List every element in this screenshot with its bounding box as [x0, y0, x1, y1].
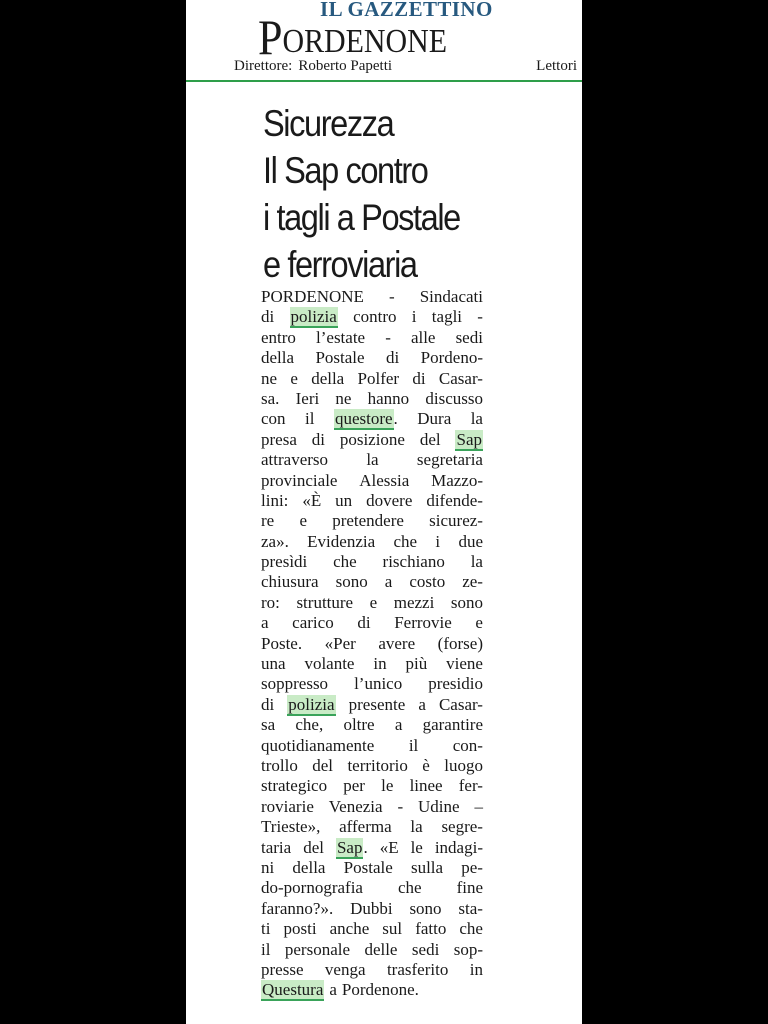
headline-line: e ferroviaria — [263, 244, 417, 285]
word: posizione — [339, 429, 405, 449]
header-divider — [186, 80, 582, 82]
word: - — [385, 327, 391, 347]
word: attraverso — [261, 450, 329, 470]
word: sicurez- — [429, 511, 483, 531]
word: sa — [261, 715, 276, 735]
director-name: Roberto Papetti — [298, 58, 393, 74]
word: presente — [348, 694, 406, 714]
word: faranno?». — [261, 898, 334, 918]
text-line — [261, 450, 483, 470]
text-line — [261, 471, 483, 491]
word: do-pornografia — [261, 878, 363, 898]
word: discusso — [425, 388, 483, 408]
word: sedi — [411, 939, 440, 959]
headline-line: i tagli a Postale — [263, 197, 460, 238]
text-line — [261, 858, 483, 878]
text-line — [261, 634, 483, 654]
word: costo — [409, 572, 446, 592]
word: mezzi — [393, 592, 435, 612]
word: del — [303, 837, 324, 857]
text-line — [261, 817, 483, 837]
word: trollo — [261, 755, 298, 775]
text-line — [261, 369, 483, 389]
word: taria — [261, 837, 292, 857]
highlighted-keyword: polizia — [290, 307, 337, 327]
word: questore. — [334, 409, 398, 429]
word: anche — [329, 919, 370, 939]
word: tagli — [431, 307, 463, 327]
director-credit — [234, 58, 392, 75]
word: a — [384, 572, 393, 592]
word: a — [329, 980, 337, 1000]
word: le — [410, 837, 423, 857]
text-line — [261, 654, 483, 674]
word: delle — [364, 939, 398, 959]
word: i — [435, 531, 441, 551]
word: che — [393, 531, 418, 551]
text-line — [261, 838, 483, 858]
word: due — [458, 531, 483, 551]
word: la — [470, 552, 483, 572]
word: afferma — [339, 817, 392, 837]
word: i — [411, 307, 417, 327]
word: con — [261, 409, 286, 429]
word: a — [418, 694, 426, 714]
word: presa — [261, 429, 297, 449]
word: PORDENONE — [261, 287, 364, 306]
word: linee — [409, 776, 443, 796]
word: a — [394, 715, 403, 735]
word: personale — [284, 939, 351, 959]
word: pe- — [461, 857, 483, 877]
word: ni — [261, 857, 275, 877]
word: «Per — [324, 633, 356, 653]
headline-line: Il Sap contro — [263, 150, 428, 191]
word: Evidenzia — [307, 531, 376, 551]
word: di — [357, 613, 371, 633]
word: in — [373, 654, 387, 674]
word: di — [311, 429, 325, 449]
word: del — [312, 755, 334, 775]
text-line — [261, 552, 483, 572]
word: - — [477, 307, 483, 327]
word: dovere — [366, 490, 413, 510]
text-line — [261, 287, 483, 307]
word: – — [474, 796, 483, 816]
word: con- — [452, 735, 483, 755]
text-line — [261, 593, 483, 613]
headline-line: Sicurezza — [263, 103, 394, 144]
word: l’estate — [316, 327, 366, 347]
newspaper-clipping — [186, 0, 582, 1024]
word: avere — [378, 633, 416, 653]
word: del — [419, 429, 441, 449]
word: della — [292, 857, 326, 877]
director-line — [234, 58, 577, 75]
word: viene — [446, 654, 483, 674]
word: l’unico — [354, 674, 403, 694]
text-line — [261, 674, 483, 694]
word: che — [333, 552, 357, 572]
word: sul — [382, 919, 403, 939]
word: per — [343, 776, 365, 796]
word: quotidianamente — [261, 735, 375, 755]
word: re — [261, 511, 275, 531]
word: una — [261, 654, 286, 674]
word: (forse) — [437, 633, 483, 653]
word: Pordeno- — [420, 348, 483, 368]
text-line — [261, 491, 483, 511]
word: sulla — [410, 857, 444, 877]
text-line — [261, 409, 483, 429]
word: «E — [379, 837, 399, 857]
text-line — [261, 572, 483, 592]
text-line — [261, 980, 483, 1000]
highlighted-keyword: questore — [334, 409, 393, 429]
article-headline — [263, 100, 474, 288]
word: Pordenone. — [341, 980, 419, 1000]
text-line — [261, 389, 483, 409]
word: volante — [304, 654, 355, 674]
word: fatto — [415, 919, 447, 939]
word: sono — [335, 572, 368, 592]
section-label: Lettori — [536, 58, 577, 74]
word: che — [397, 878, 422, 898]
word: Dura — [417, 409, 452, 429]
word: il — [408, 735, 419, 755]
text-line — [261, 430, 483, 450]
word: che, — [295, 715, 324, 735]
word: ne — [261, 368, 278, 388]
word: segre- — [441, 817, 483, 837]
highlighted-keyword: Questura — [262, 980, 324, 1000]
word: hanno — [367, 388, 410, 408]
masthead-city — [258, 9, 448, 65]
word: Dubbi — [350, 898, 393, 918]
text-line — [261, 756, 483, 776]
word: Casar- — [438, 694, 483, 714]
word: za». — [261, 531, 289, 551]
word: il — [305, 409, 315, 429]
word: e — [475, 613, 483, 633]
text-line — [261, 899, 483, 919]
word — [261, 980, 324, 1000]
highlighted-keyword: Sap — [456, 429, 482, 449]
word: presse — [261, 959, 304, 979]
word: indagi- — [434, 837, 483, 857]
word: luogo — [444, 755, 483, 775]
word: - — [389, 287, 395, 306]
word: fine — [456, 878, 483, 898]
word: di — [261, 694, 275, 714]
word: presidio — [428, 674, 483, 694]
word: sa. — [261, 388, 280, 408]
word: Postale — [343, 857, 393, 877]
word: lini: — [261, 490, 289, 510]
masthead-brand: IL GAZZETTINO — [320, 0, 493, 21]
word: Sindacati — [419, 287, 483, 306]
word: e — [290, 368, 298, 388]
word: ze- — [462, 572, 483, 592]
word: Ferrovie — [394, 613, 452, 633]
word: di — [412, 368, 426, 388]
word: di — [386, 348, 400, 368]
masthead-city-initial: P — [258, 9, 283, 65]
word: sono — [450, 592, 483, 612]
word: Sap. — [336, 837, 368, 857]
text-line — [261, 695, 483, 715]
word: sta- — [458, 898, 483, 918]
word: sono — [409, 898, 442, 918]
word: un — [335, 490, 353, 510]
text-line — [261, 919, 483, 939]
word: fer- — [458, 776, 483, 796]
text-line — [261, 307, 483, 327]
director-label: Direttore: — [234, 58, 293, 74]
word: la — [366, 450, 379, 470]
word: di — [261, 307, 275, 327]
word: entro — [261, 327, 296, 347]
word: Polfer — [357, 368, 400, 388]
word: la — [410, 817, 423, 837]
word: e — [299, 511, 307, 531]
word: venga — [324, 959, 366, 979]
word: strutture — [296, 592, 354, 612]
word — [287, 695, 335, 715]
word: contro — [353, 307, 397, 327]
text-line — [261, 715, 483, 735]
word: le — [381, 776, 394, 796]
word: trasferito — [386, 959, 449, 979]
word: Postale — [315, 348, 365, 368]
text-line — [261, 532, 483, 552]
word: ti — [261, 919, 271, 939]
word: in — [469, 959, 483, 979]
word: roviarie — [261, 796, 314, 816]
word: pretendere — [332, 511, 404, 531]
article-body — [261, 287, 483, 1001]
word: Venezia — [328, 796, 383, 816]
word: sedi — [455, 327, 483, 347]
word: alle — [410, 327, 436, 347]
word: soppresso — [261, 674, 329, 694]
word: più — [405, 654, 428, 674]
text-line — [261, 348, 483, 368]
word: «È — [302, 490, 322, 510]
word: Mazzo- — [431, 470, 483, 490]
word: provinciale — [261, 470, 338, 490]
text-line — [261, 878, 483, 898]
text-line — [261, 328, 483, 348]
word: segretaria — [416, 450, 483, 470]
word: della — [311, 368, 345, 388]
text-line — [261, 797, 483, 817]
word: oltre — [343, 715, 375, 735]
word: carico — [292, 613, 334, 633]
word — [290, 307, 338, 327]
word: territorio — [347, 755, 408, 775]
word: ro: — [261, 592, 280, 612]
text-line — [261, 736, 483, 756]
word: Poste. — [261, 633, 303, 653]
word: - — [397, 796, 404, 816]
text-line — [261, 511, 483, 531]
word: il — [261, 939, 271, 959]
word: ne — [335, 388, 352, 408]
word — [455, 430, 483, 450]
text-line — [261, 940, 483, 960]
masthead-city-rest: ORDENONE — [282, 23, 448, 60]
word: difende- — [426, 490, 483, 510]
word: che — [459, 919, 483, 939]
highlighted-keyword: Sap — [336, 837, 363, 857]
word: Casar- — [438, 368, 483, 388]
word: posti — [283, 919, 317, 939]
word: a — [261, 613, 269, 633]
word: Trieste», — [261, 817, 321, 837]
word: la — [470, 409, 483, 429]
word: rischiano — [382, 552, 445, 572]
word: è — [422, 755, 430, 775]
word: Ieri — [295, 388, 320, 408]
text-line — [261, 776, 483, 796]
word: strategico — [261, 776, 328, 796]
word: garantire — [422, 715, 483, 735]
word: presìdi — [261, 552, 308, 572]
text-line — [261, 960, 483, 980]
word: Udine — [418, 796, 460, 816]
word: chiusura — [261, 572, 319, 592]
highlighted-keyword: polizia — [288, 694, 335, 714]
text-line — [261, 613, 483, 633]
word: e — [369, 592, 378, 612]
word: sop- — [453, 939, 483, 959]
word: della — [261, 348, 295, 368]
word: Alessia — [359, 470, 410, 490]
